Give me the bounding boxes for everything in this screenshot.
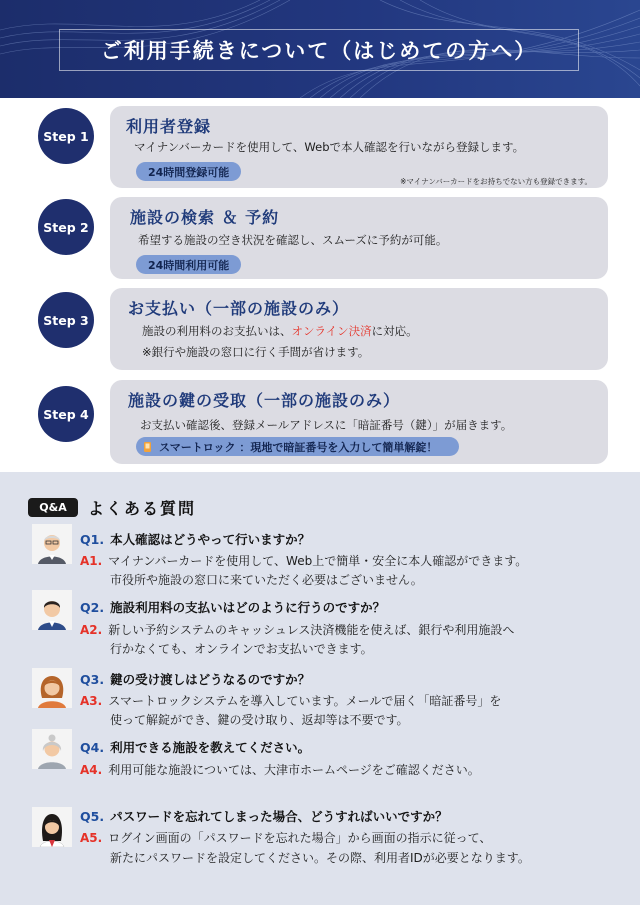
step-4-badge: Step 4	[38, 386, 94, 442]
step-3-desc-pre: 施設の利用料のお支払いは、	[142, 324, 292, 338]
a5-text-line1: ログイン画面の「パスワードを忘れた場合」から画面の指示に従って、	[108, 831, 492, 845]
q3-text: 鍵の受け渡しはどうなるのですか？	[110, 672, 311, 687]
q4-label: Q4.	[80, 740, 105, 755]
faq-question-5	[80, 807, 448, 825]
page-title-frame	[59, 29, 579, 71]
faq-answer-3	[80, 692, 501, 709]
a2-text-line2: 行かなくても、オンラインでお支払いできます。	[110, 642, 373, 656]
q3-label: Q3.	[80, 672, 105, 687]
q5-label: Q5.	[80, 809, 105, 824]
q2-label: Q2.	[80, 600, 105, 615]
step-4-description: お支払い確認後、登録メールアドレスに「暗証番号（鍵）」が届きます。	[140, 418, 513, 432]
a2-label: A2.	[80, 623, 103, 637]
faq-question-2	[80, 598, 385, 616]
step-4-title: 施設の鍵の受取（一部の施設のみ）	[128, 391, 401, 410]
a1-label: A1.	[80, 554, 103, 568]
q1-text: 本人確認はどうやって行いますか？	[110, 532, 311, 547]
faq-section	[0, 472, 640, 905]
q2-text: 施設利用料の支払いはどのように行うのですか？	[110, 600, 386, 615]
faq-heading: よくある質問	[88, 499, 197, 518]
step-2-badge: Step 2	[38, 199, 94, 255]
young-woman-avatar-icon	[32, 807, 72, 847]
a4-label: A4.	[80, 763, 103, 777]
smart-lock-pill	[136, 437, 459, 456]
step-3-card	[110, 288, 608, 370]
qa-badge: Q&A	[28, 498, 78, 517]
a5-label: A5.	[80, 831, 103, 845]
online-payment-highlight: オンライン決済	[291, 324, 372, 338]
step-1-title: 利用者登録	[126, 117, 212, 136]
a3-text-line2: 使って解錠ができ、鍵の受け取り、返却等は不要です。	[110, 713, 409, 727]
step-1-note: ※マイナンバーカードをお持ちでない方も登録できます。	[400, 177, 592, 186]
a1-text-line2: 市役所や施設の窓口に来ていただく必要はございません。	[110, 573, 423, 587]
q4-text: 利用できる施設を教えてください。	[110, 740, 311, 755]
smartphone-key-icon	[142, 441, 153, 453]
faq-answer-5	[80, 829, 491, 846]
step-3-description	[142, 323, 418, 339]
step-3-description-note: ※銀行や施設の窓口に行く手間が省けます。	[142, 345, 370, 359]
step-1-card	[110, 106, 608, 188]
faq-question-3	[80, 670, 310, 688]
step-2-card	[110, 197, 608, 279]
elderly-woman-avatar-icon	[32, 729, 72, 769]
q1-label: Q1.	[80, 532, 105, 547]
step-2-availability-pill: 24時間利用可能	[136, 255, 241, 274]
woman-avatar-icon	[32, 668, 72, 708]
page-title: ご利用手続きについて（はじめての方へ）	[100, 39, 538, 63]
step-3-badge: Step 3	[38, 292, 94, 348]
a1-text-line1: マイナンバーカードを使用して、Web上で簡単・安全に本人確認ができます。	[108, 554, 528, 568]
faq-answer-1	[80, 552, 527, 569]
man-avatar-icon	[32, 590, 72, 630]
a4-text-line1: 利用可能な施設については、大津市ホームページをご確認ください。	[108, 763, 480, 777]
faq-answer-4	[80, 761, 480, 778]
smart-lock-text: スマートロック ：現地で暗証番号を入力して簡単解錠！	[159, 440, 438, 454]
a2-text-line1: 新しい予約システムのキャッシュレス決済機能を使えば、銀行や利用施設へ	[108, 623, 515, 637]
step-1-description: マイナンバーカードを使用して、Webで本人確認を行いながら登録します。	[134, 140, 525, 154]
elderly-man-avatar-icon	[32, 524, 72, 564]
header-banner	[0, 0, 640, 98]
a3-text-line1: スマートロックシステムを導入しています。メールで届く「暗証番号」を	[108, 694, 502, 708]
step-3-desc-post: に対応。	[371, 324, 418, 338]
q5-text: パスワードを忘れてしまった場合、どうすればいいですか？	[110, 809, 448, 824]
a5-text-line2: 新たにパスワードを設定してください。その際、利用者IDが必要となります。	[110, 851, 530, 865]
step-1-availability-pill: 24時間登録可能	[136, 162, 241, 181]
step-2-description: 希望する施設の空き状況を確認し、スムーズに予約が可能。	[138, 233, 448, 247]
step-4-card	[110, 380, 608, 464]
faq-question-1	[80, 530, 310, 548]
a3-label: A3.	[80, 694, 103, 708]
faq-question-4	[80, 738, 310, 756]
step-1-badge: Step 1	[38, 108, 94, 164]
step-3-title: お支払い（一部の施設のみ）	[128, 299, 350, 318]
faq-answer-2	[80, 621, 514, 638]
step-2-title: 施設の検索 ＆ 予約	[130, 208, 280, 227]
